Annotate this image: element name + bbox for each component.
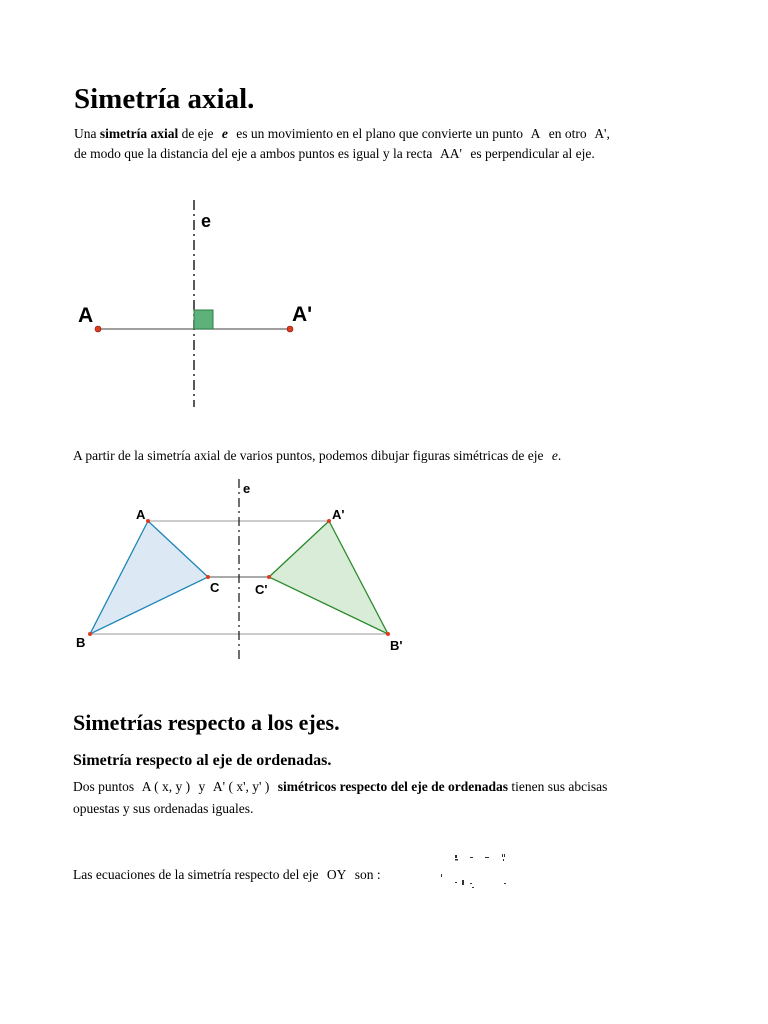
right-angle-marker [194, 310, 213, 329]
subsection-title: Simetría respecto al eje de ordenadas. [73, 752, 332, 769]
point-a-prime-label: A' [332, 507, 345, 522]
paragraph-equations: Las ecuaciones de la simetría respecto del eje OY son : [73, 867, 381, 882]
bold-term: simetría axial [99, 126, 179, 141]
point-variable: A', [594, 126, 610, 141]
segment-variable: AA' [440, 146, 462, 161]
bold-term: simétricos respecto del eje de ordenadas [277, 779, 509, 794]
axis-label: e [243, 481, 251, 496]
page-title: Simetría axial. [74, 83, 255, 115]
point-notation: A' ( x', y' ) [212, 779, 270, 794]
point-c-label: C [210, 580, 220, 595]
symmetric-triangles-diagram [70, 475, 415, 665]
point-c-prime-label: C' [255, 582, 268, 597]
point-b-prime [386, 632, 390, 636]
axis-label: e [201, 211, 212, 231]
point-a-prime [327, 519, 331, 523]
triangle-abc-prime [269, 521, 388, 634]
equations-image [438, 852, 518, 892]
point-variable: A [530, 126, 541, 141]
point-c-prime [267, 575, 271, 579]
triangle-abc [90, 521, 208, 634]
point-a [146, 519, 150, 523]
paragraph-ordinate-line-1: Dos puntos A ( x, y ) y A' ( x', y' ) simétricos respecto del eje de ordenadas tienen sus abcisas [73, 779, 608, 794]
point-b-label: B [76, 635, 86, 650]
intro-line-2: de modo que la distancia del eje a ambos puntos es igual y la recta AA' es perpendicular al eje. [74, 146, 595, 161]
axis-name: OY [326, 867, 347, 882]
point-a-label: A [78, 304, 94, 327]
axis-variable: e [551, 448, 558, 463]
paragraph-ordinate-line-2: opuestas y sus ordenadas iguales. [73, 801, 254, 816]
axis-variable: e [221, 126, 228, 141]
point-c [206, 575, 210, 579]
point-notation: A ( x, y ) [141, 779, 191, 794]
point-a-label: A [136, 507, 146, 522]
section-title: Simetrías respecto a los ejes. [73, 710, 340, 735]
point-a-prime-label: A' [292, 303, 313, 326]
paragraph-figures: A partir de la simetría axial de varios puntos, podemos dibujar figuras simétricas de eje e. [73, 448, 562, 463]
point-b-prime-label: B' [390, 638, 403, 653]
point-b [88, 632, 92, 636]
intro-line-1: Una simetría axial de eje e es un movimiento en el plano que convierte un punto A en otro A', [74, 126, 610, 141]
point-a-prime [287, 326, 293, 332]
axial-symmetry-diagram [70, 195, 330, 415]
point-a [95, 326, 101, 332]
